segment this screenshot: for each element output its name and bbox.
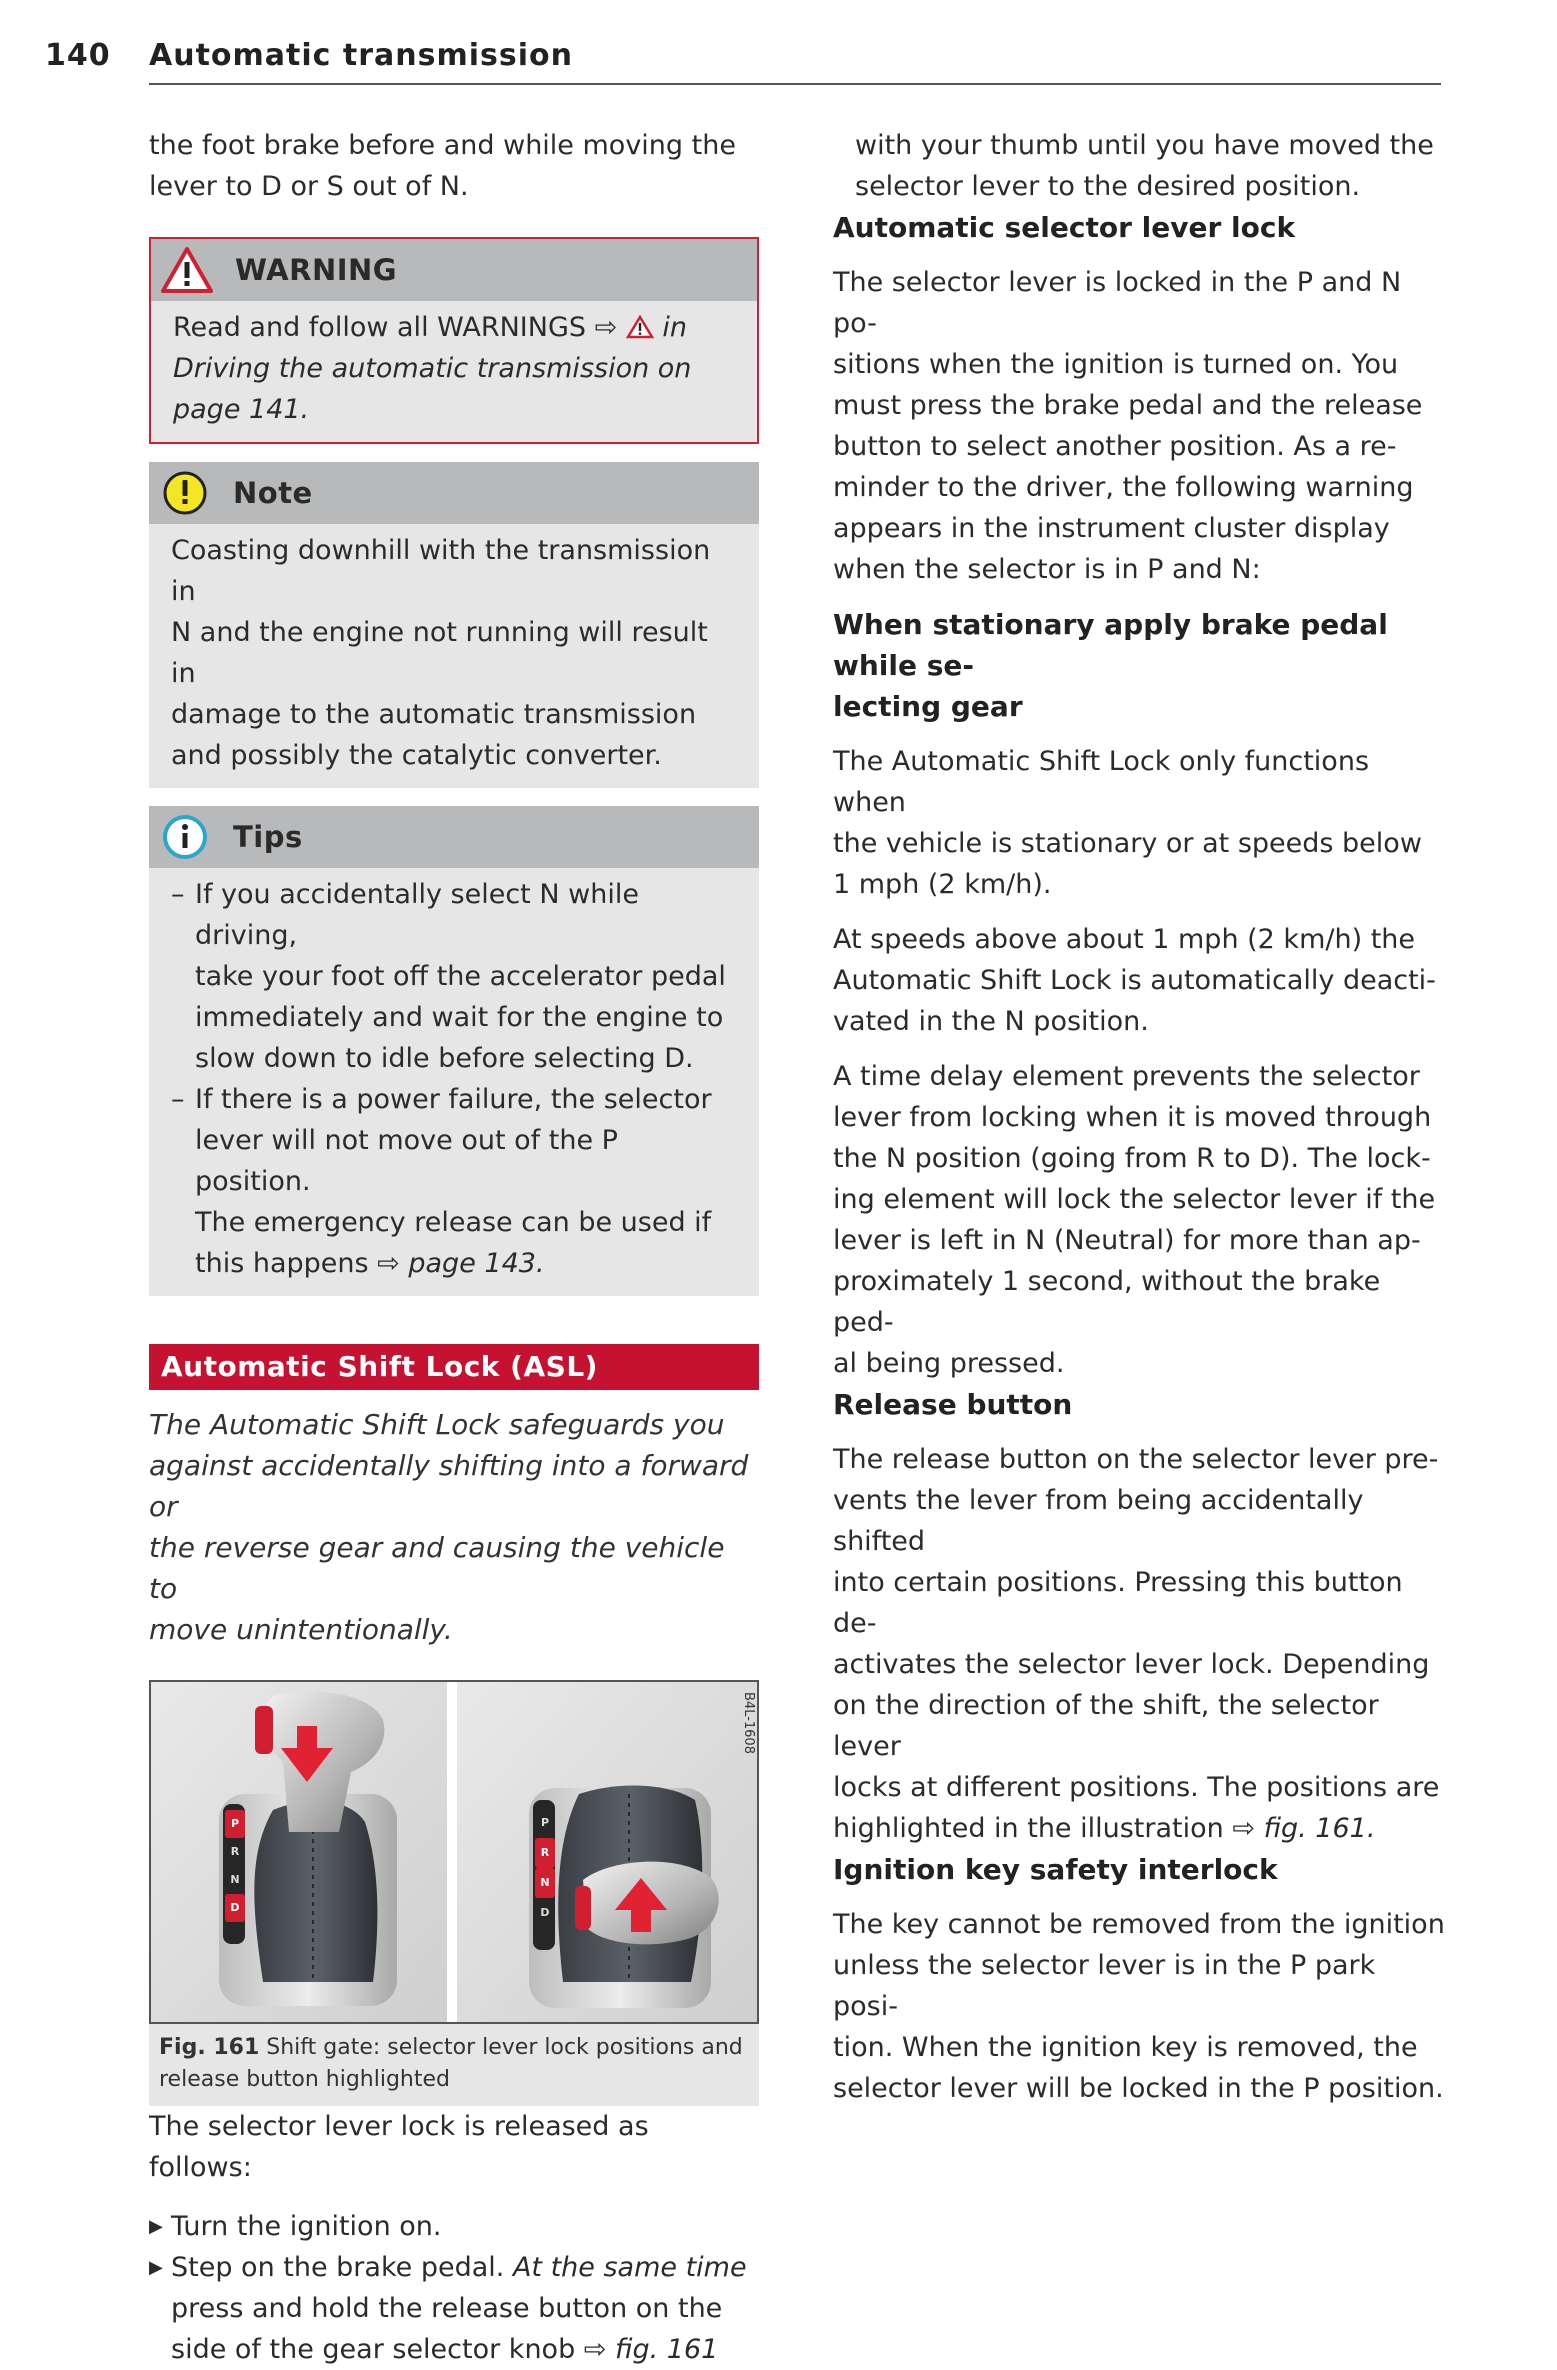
paragraph bbox=[833, 1056, 1445, 1384]
intro-line: against accidentally shifting into a forward or bbox=[149, 1449, 749, 1523]
gate-letter: N bbox=[535, 1868, 555, 1898]
gate-letters-left bbox=[225, 1810, 245, 1922]
tips-body bbox=[149, 868, 759, 1296]
text-line: vents the lever from being accidentally shifted bbox=[833, 1485, 1364, 1557]
left-column bbox=[149, 125, 759, 2370]
text-line: selector lever will be locked in the P position. bbox=[833, 2073, 1444, 2104]
step-text: press and hold the release button on the bbox=[171, 2293, 723, 2324]
gate-letter: R bbox=[535, 1838, 555, 1868]
warning-ref-page[interactable]: page 141. bbox=[173, 394, 310, 425]
intro-line: move unintentionally. bbox=[149, 1613, 453, 1646]
note-line: and possibly the catalytic converter. bbox=[171, 740, 662, 771]
warning-box bbox=[149, 237, 759, 444]
tips-title: Tips bbox=[233, 820, 303, 854]
continued-line: with your thumb until you have moved the bbox=[855, 130, 1434, 161]
text-line: The key cannot be removed from the ignition bbox=[833, 1909, 1445, 1940]
message-line: When stationary apply brake pedal while se- bbox=[833, 608, 1388, 682]
text-line: Automatic Shift Lock is automatically deacti- bbox=[833, 965, 1436, 996]
figure-code: B4L-1608 bbox=[741, 1692, 756, 1754]
step-list bbox=[149, 2206, 759, 2370]
text-line: The selector lever is locked in the P and N po- bbox=[833, 267, 1402, 339]
text-line: on the direction of the shift, the selector lever bbox=[833, 1690, 1379, 1762]
gate-letter: P bbox=[225, 1810, 245, 1838]
page-number: 140 bbox=[45, 38, 111, 73]
figure-link[interactable]: fig. 161. bbox=[1263, 1813, 1376, 1844]
step-text-italic: At the same time bbox=[512, 2252, 747, 2283]
tips-box bbox=[149, 806, 759, 1296]
tips-line: The emergency release can be used if bbox=[195, 1207, 712, 1238]
gate-letters-right bbox=[535, 1808, 555, 1928]
tips-line: immediately and wait for the engine to bbox=[195, 1002, 724, 1033]
gate-letter: R bbox=[230, 1845, 240, 1858]
text-line: tion. When the ignition key is removed, the bbox=[833, 2032, 1418, 2063]
warning-ref-line[interactable]: Driving the automatic transmission on bbox=[173, 353, 692, 384]
warning-body bbox=[151, 301, 757, 442]
text-line: button to select another position. As a re- bbox=[833, 431, 1397, 462]
step-text: Turn the ignition on. bbox=[171, 2211, 442, 2242]
tips-header bbox=[149, 806, 759, 868]
text-line: lever from locking when it is moved through bbox=[833, 1102, 1432, 1133]
text-line: 1 mph (2 km/h). bbox=[833, 869, 1052, 900]
text-line: lever is left in N (Neutral) for more than ap- bbox=[833, 1225, 1421, 1256]
page-title: Automatic transmission bbox=[149, 38, 573, 73]
note-line: Coasting downhill with the transmission in bbox=[171, 535, 711, 607]
text-line: sitions when the ignition is turned on. You bbox=[833, 349, 1399, 380]
warning-text: Read and follow all WARNINGS ⇨ bbox=[173, 312, 626, 343]
figure-caption bbox=[149, 2024, 759, 2106]
text-line: The Automatic Shift Lock only functions when bbox=[833, 746, 1370, 818]
text-line: the vehicle is stationary or at speeds below bbox=[833, 828, 1422, 859]
text-line: The release button on the selector lever pre- bbox=[833, 1444, 1439, 1475]
text-line: proximately 1 second, without the brake ped- bbox=[833, 1266, 1381, 1338]
text-line: vated in the N position. bbox=[833, 1006, 1149, 1037]
tips-item bbox=[171, 1079, 737, 1284]
gate-letter: N bbox=[230, 1873, 240, 1886]
gate-letter: D bbox=[540, 1906, 550, 1919]
figure-161 bbox=[149, 1680, 759, 2106]
section-intro bbox=[149, 1404, 759, 1650]
text-line: highlighted in the illustration ⇨ bbox=[833, 1813, 1255, 1844]
step-text: side of the gear selector knob ⇨ bbox=[171, 2334, 607, 2365]
intro-line: the reverse gear and causing the vehicle to bbox=[149, 1531, 725, 1605]
text-line: activates the selector lever lock. Depending bbox=[833, 1649, 1430, 1680]
text-line: appears in the instrument cluster display bbox=[833, 513, 1390, 544]
paragraph bbox=[833, 1904, 1445, 2109]
figure-image bbox=[149, 1680, 759, 2024]
tips-line: this happens ⇨ bbox=[195, 1248, 400, 1279]
text-line: locks at different positions. The positions are bbox=[833, 1772, 1440, 1803]
tips-line: If there is a power failure, the selector bbox=[195, 1084, 712, 1115]
heading-release-button: Release button bbox=[833, 1388, 1073, 1421]
note-body bbox=[149, 524, 759, 788]
step-bullet-icon: ▶ bbox=[149, 2216, 163, 2237]
page-header bbox=[45, 38, 1445, 86]
text-line: the N position (going from R to D). The lock- bbox=[833, 1143, 1431, 1174]
caption-text: Shift gate: selector lever lock positions and bbox=[266, 2035, 743, 2060]
note-title: Note bbox=[233, 476, 313, 510]
gate-letter: P bbox=[540, 1816, 550, 1829]
step-item bbox=[149, 2206, 759, 2247]
step-bullet-icon: ▶ bbox=[149, 2257, 163, 2278]
figure-link[interactable]: fig. 161 bbox=[615, 2334, 719, 2365]
tips-item bbox=[171, 874, 737, 1079]
heading-selector-lever-lock: Automatic selector lever lock bbox=[833, 211, 1296, 244]
warning-header bbox=[151, 239, 757, 301]
page-link[interactable]: page 143. bbox=[408, 1248, 545, 1279]
text-line: must press the brake pedal and the release bbox=[833, 390, 1423, 421]
header-rule bbox=[149, 83, 1441, 85]
note-header bbox=[149, 462, 759, 524]
gate-letter: D bbox=[225, 1894, 245, 1922]
tips-line: If you accidentally select N while driving, bbox=[195, 879, 639, 951]
paragraph bbox=[833, 741, 1445, 905]
step-text: Step on the brake pedal. bbox=[171, 2252, 505, 2283]
note-box bbox=[149, 462, 759, 788]
continued-line: the foot brake before and while moving the bbox=[149, 130, 736, 161]
text-line: minder to the driver, the following warning bbox=[833, 472, 1414, 503]
note-line: N and the engine not running will result in bbox=[171, 617, 708, 689]
dash-bullet: – bbox=[171, 1084, 185, 1115]
exclamation-circle-icon bbox=[159, 469, 211, 517]
note-line: damage to the automatic transmission bbox=[171, 699, 697, 730]
continued-line: selector lever to the desired position. bbox=[855, 171, 1361, 202]
text-line: unless the selector lever is in the P park posi- bbox=[833, 1950, 1376, 2022]
section-heading: Automatic Shift Lock (ASL) bbox=[149, 1344, 759, 1390]
continued-line: lever to D or S out of N. bbox=[149, 171, 469, 202]
text-line: into certain positions. Pressing this button de- bbox=[833, 1567, 1403, 1639]
small-warning-icon bbox=[626, 315, 654, 339]
warning-ref[interactable]: in bbox=[653, 312, 688, 343]
intro-line: The Automatic Shift Lock safeguards you bbox=[149, 1408, 725, 1441]
warning-triangle-icon bbox=[161, 246, 213, 294]
heading-ignition-interlock: Ignition key safety interlock bbox=[833, 1853, 1278, 1886]
paragraph bbox=[833, 919, 1445, 1042]
text-line: al being pressed. bbox=[833, 1348, 1065, 1379]
dash-bullet: – bbox=[171, 879, 185, 910]
figure-label: Fig. 161 bbox=[159, 2035, 260, 2060]
right-column bbox=[833, 125, 1445, 2109]
tips-line: lever will not move out of the P position. bbox=[195, 1125, 618, 1197]
message-line: lecting gear bbox=[833, 690, 1023, 723]
text-line: A time delay element prevents the selector bbox=[833, 1061, 1420, 1092]
cluster-warning-message bbox=[833, 604, 1445, 727]
caption-text: release button highlighted bbox=[159, 2067, 450, 2092]
text-line: ing element will lock the selector lever if the bbox=[833, 1184, 1436, 1215]
text-line: At speeds above about 1 mph (2 km/h) the bbox=[833, 924, 1416, 955]
warning-title: WARNING bbox=[235, 253, 398, 287]
step-item bbox=[149, 2247, 759, 2370]
tips-line: take your foot off the accelerator pedal bbox=[195, 961, 726, 992]
paragraph bbox=[833, 1439, 1445, 1849]
tips-line: slow down to idle before selecting D. bbox=[195, 1043, 694, 1074]
info-circle-icon bbox=[159, 813, 211, 861]
paragraph bbox=[833, 262, 1445, 590]
paragraph: The selector lever lock is released as follows: bbox=[149, 2111, 649, 2183]
text-line: when the selector is in P and N: bbox=[833, 554, 1261, 585]
